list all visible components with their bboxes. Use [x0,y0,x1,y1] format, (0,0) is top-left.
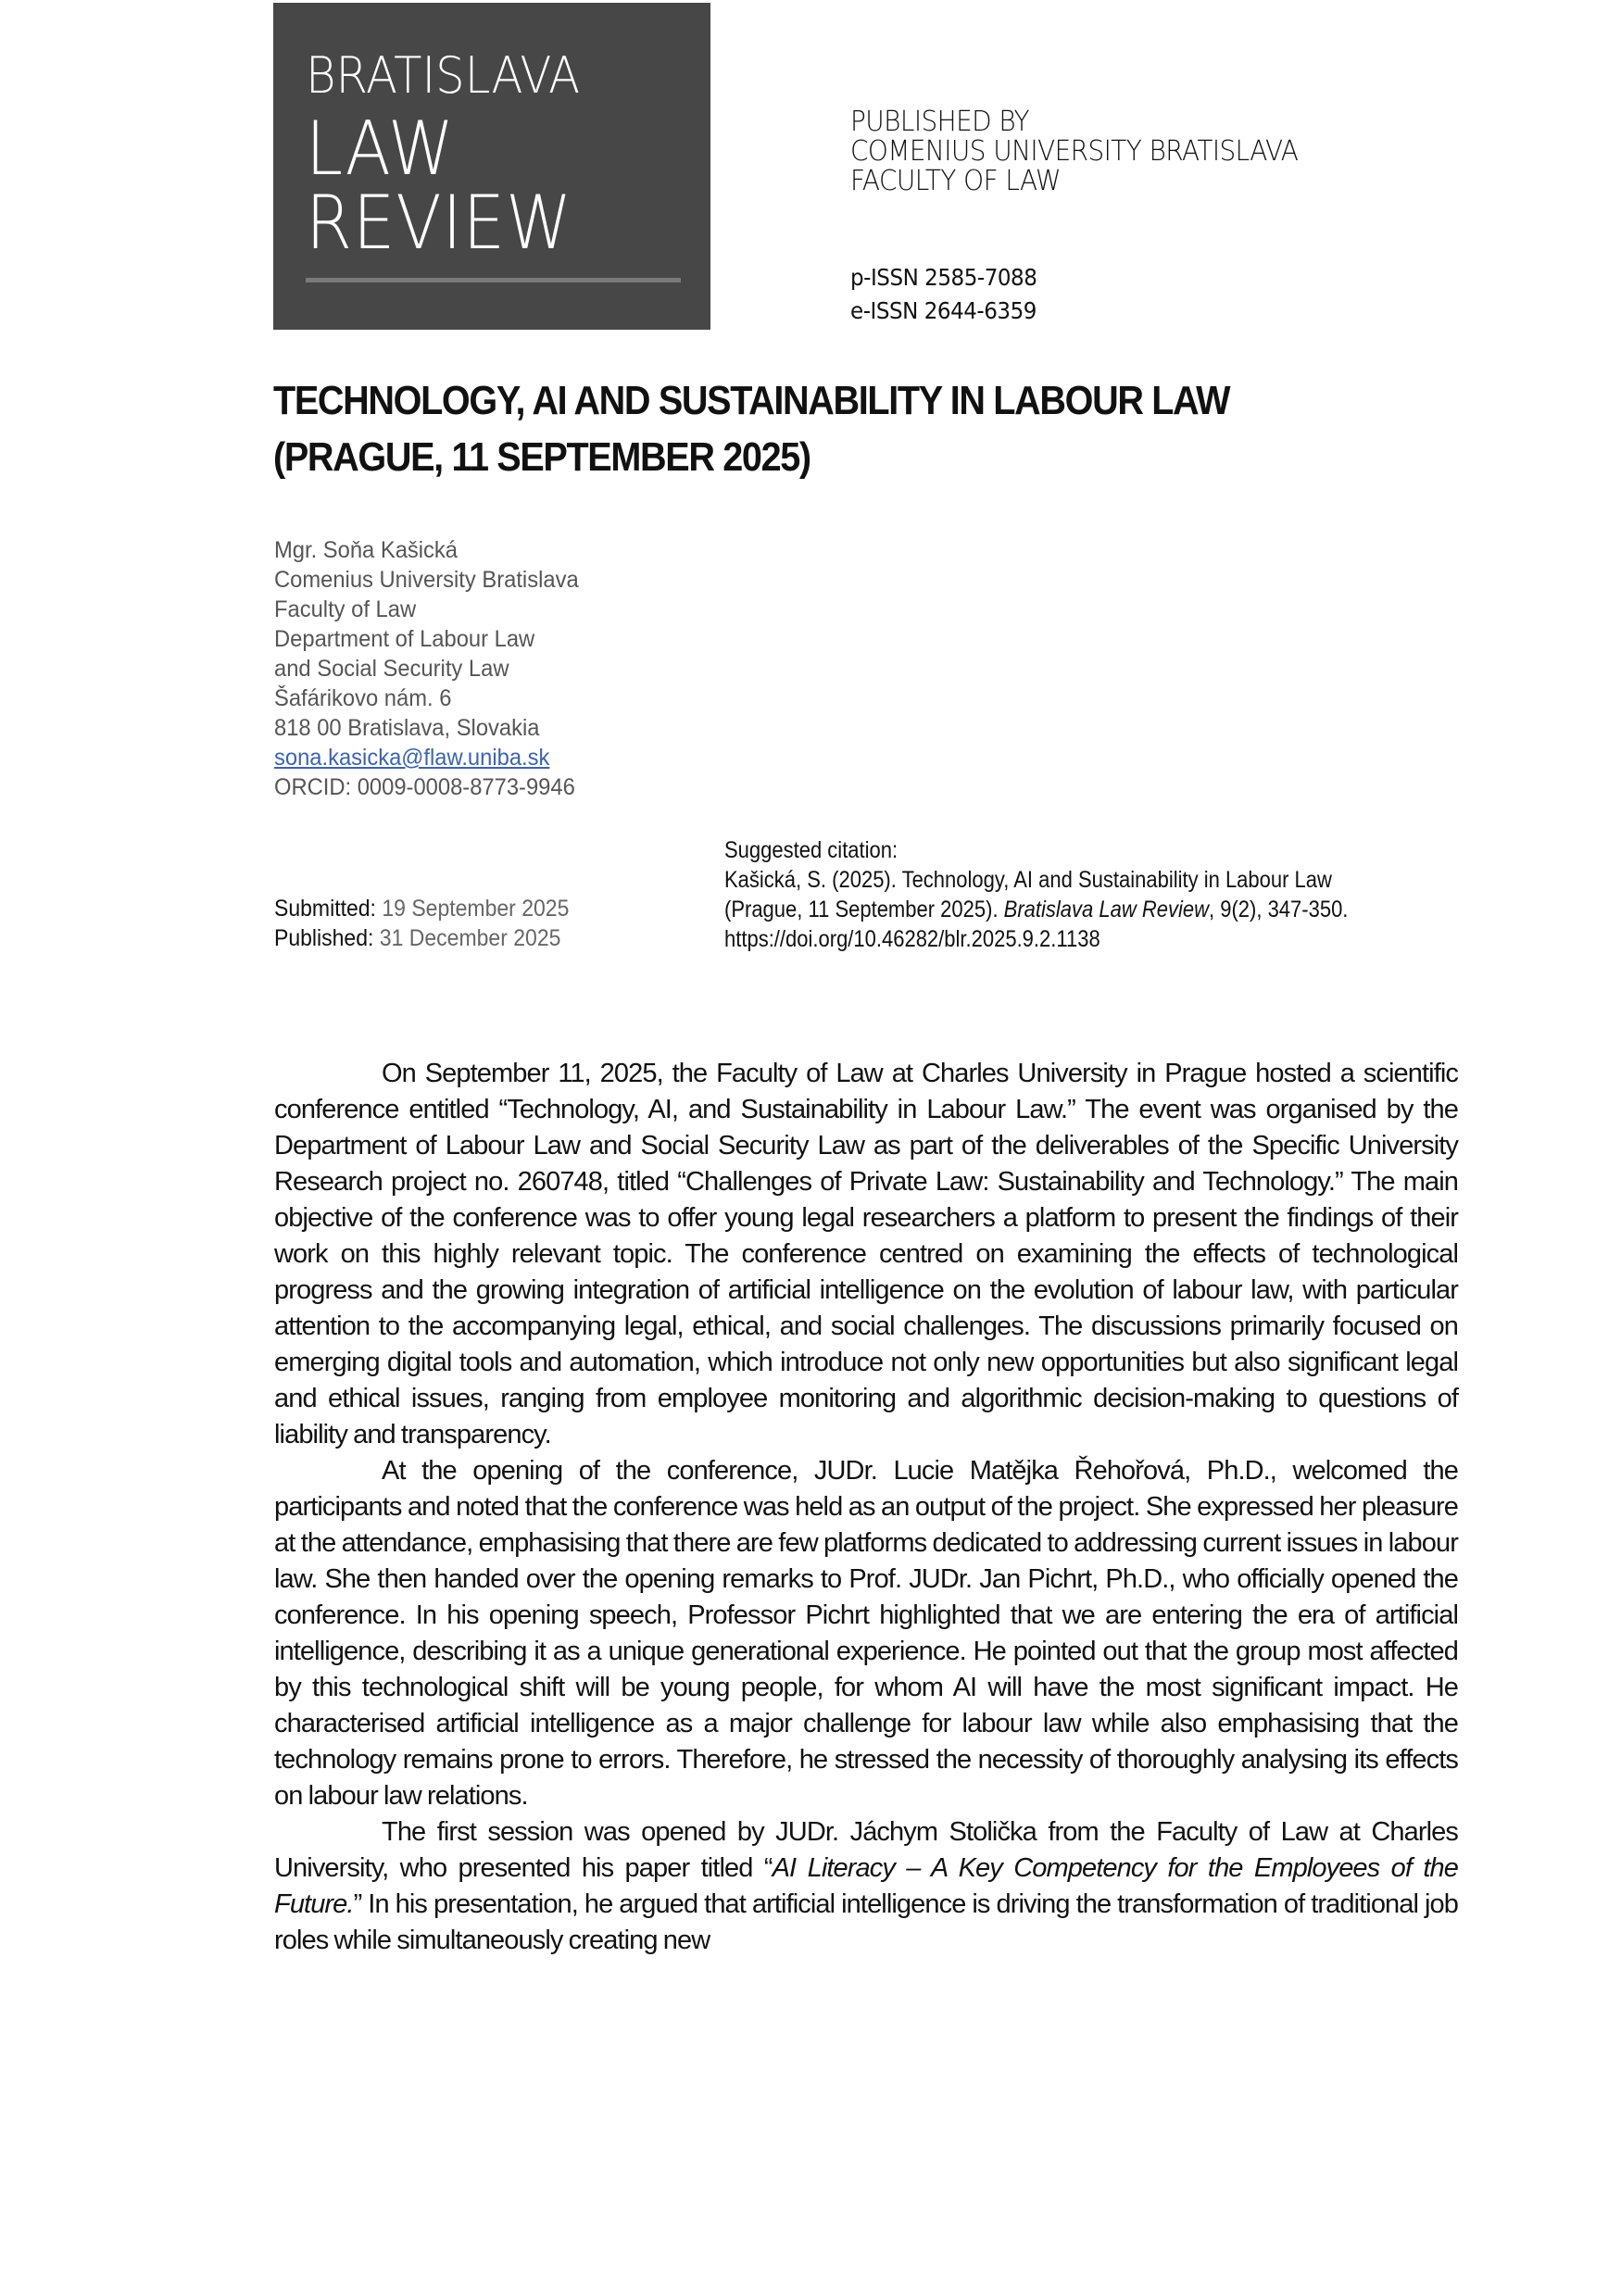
article-body [274,1056,1458,1959]
logo-divider [306,278,681,282]
citation-heading: Suggested citation: [724,837,898,863]
author-street: Šafárikovo nám. 6 [274,685,452,711]
publisher-line: COMENIUS UNIVERSITY BRATISLAVA [850,135,1299,168]
body-paragraph: At the opening of the conference, JUDr. Lucie Matějka Řehořová, Ph.D., welcomed the participants and noted that the conference was held as an output of the project. She expressed her pleasure at the attendance, emphasising that there are few platforms dedicated to addressing current issues in labour law. She then handed over the opening remarks to Prof. JUDr. Jan Pichrt, Ph.D., who officially opened the conference. In his opening speech, Professor Pichrt highlighted that we are entering the era of artificial intelligence, describing it as a unique generational experience. He pointed out that the group most affected by this technological shift will be young people, for whom AI will have the most significant impact. He characterised artificial intelligence as a major challenge for labour law while also emphasising that the technology remains prone to errors. Therefore, he stressed the necessity of thoroughly analysing its effects on labour law relations. [274,1456,1458,1811]
published-date [274,923,569,953]
citation-journal: Bratislava Law Review [1003,897,1209,922]
published-label: Published: [274,925,374,951]
author-affiliation [274,535,595,802]
publisher-line: PUBLISHED BY [850,106,1030,138]
author-email-link[interactable]: sona.kasicka@flaw.uniba.sk [274,745,550,771]
citation-doi[interactable]: https://doi.org/10.46282/blr.2025.9.2.1138 [724,926,1100,952]
submitted-date [274,894,569,923]
paper-title-italic: AI Literacy – A Key Competency for the Employees of the Future. [274,1853,1459,1919]
body-paragraph [274,1814,1458,1959]
issn-block [850,261,1053,328]
publisher-line: FACULTY OF LAW [850,165,1062,197]
citation-line [724,895,1348,924]
electronic-issn: e-ISSN 2644-6359 [850,297,1037,324]
article-dates [274,894,595,953]
logo-text-review: REVIEW [306,180,573,266]
author-orcid: ORCID: 0009-0008-8773-9946 [274,774,575,800]
citation-line: Kašická, S. (2025). Technology, AI and Sustainability in Labour Law [724,867,1332,893]
logo-text-law: LAW [306,106,455,192]
body-paragraph: On September 11, 2025, the Faculty of Law at Charles University in Prague hosted a scientific conference entitled “Technology, AI, and Sustainability in Labour Law.” The event was organised by the Department of Labour Law and Social Security Law as part of the deliverables of the Specific University Research project no. 260748, titled “Challenges of Private Law: Sustainability and Technology.” The main objective of the conference was to offer young legal researchers a platform to present the findings of their work on this highly relevant topic. The conference centred on examining the effects of technological progress and the growing integration of artificial intelligence on the evolution of labour law, with particular attention to the accompanying legal, ethical, and social challenges. The discussions primarily focused on emerging digital tools and automation, which introduce not only new opportunities but also significant legal and ethical issues, ranging from employee monitoring and algorithmic decision-making to questions of liability and transparency. [274,1059,1458,1449]
body-text: The first session was opened by JUDr. Jáchym Stolička from the Faculty of Law at Charles University, who presented his paper titled “ [274,1817,1458,1883]
author-faculty: Faculty of Law [274,596,417,622]
published-value: 31 December 2025 [373,925,561,951]
submitted-value: 19 September 2025 [375,896,570,922]
author-name: Mgr. Soňa Kašická [274,537,459,563]
citation-text: (Prague, 11 September 2025). [724,897,1004,922]
author-university: Comenius University Bratislava [274,567,579,593]
print-issn: p-ISSN 2585-7088 [850,264,1037,291]
publisher-block [850,107,1332,196]
logo-text-bratislava: BRATISLAVA [306,46,581,105]
article-title [273,372,1496,485]
title-line: (PRAGUE, 11 SEPTEMBER 2025) [273,434,810,480]
author-department-cont: and Social Security Law [274,656,509,682]
suggested-citation [724,835,1433,954]
journal-logo [273,3,710,330]
title-line: TECHNOLOGY, AI AND SUSTAINABILITY IN LABOUR LAW [273,378,1230,423]
submitted-label: Submitted: [274,896,376,922]
citation-text: , 9(2), 347-350. [1208,897,1349,922]
author-department: Department of Labour Law [274,626,535,652]
body-text: ” In his presentation, he argued that artificial intelligence is driving the transformation of traditional job roles while simultaneously creating new [274,1889,1458,1955]
author-city: 818 00 Bratislava, Slovakia [274,715,540,741]
